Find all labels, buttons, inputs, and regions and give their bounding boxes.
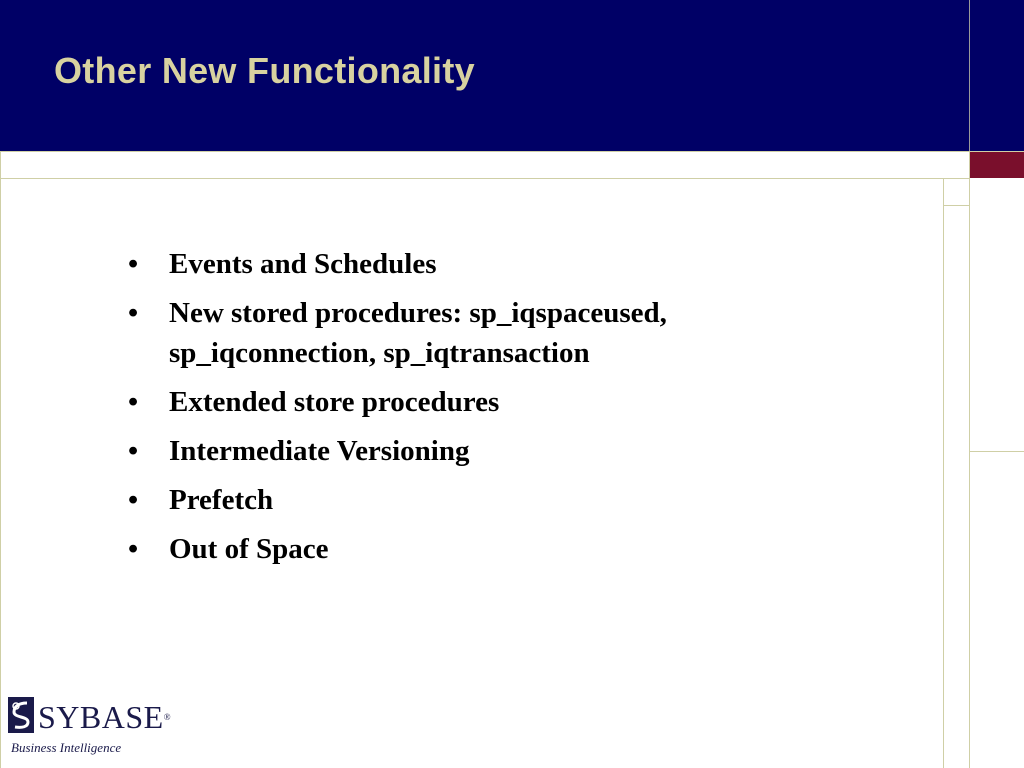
header-band bbox=[0, 0, 969, 151]
trademark-symbol: ® bbox=[163, 712, 172, 722]
logo-word-text: SYBASE bbox=[38, 699, 164, 735]
bullet-marker: • bbox=[128, 533, 139, 565]
content-top-rule bbox=[0, 178, 970, 179]
top-rule bbox=[0, 151, 1024, 152]
side-panel-border bbox=[969, 151, 970, 768]
bullet-item bbox=[128, 293, 768, 373]
side-rule-1 bbox=[943, 205, 970, 206]
bullet-marker: • bbox=[128, 435, 139, 467]
bullet-text: Extended store procedures bbox=[169, 386, 500, 418]
bullet-text: Prefetch bbox=[169, 484, 274, 516]
sybase-logo bbox=[8, 697, 172, 761]
bullet-item bbox=[128, 382, 768, 422]
bullet-marker: • bbox=[128, 297, 139, 329]
bullet-text: Out of Space bbox=[169, 533, 329, 565]
bullet-item bbox=[128, 480, 768, 520]
header-side-panel bbox=[970, 0, 1024, 151]
bullet-marker: • bbox=[128, 484, 139, 516]
bullet-text: Intermediate Versioning bbox=[169, 435, 470, 467]
slide-title: Other New Functionality bbox=[54, 50, 475, 91]
sybase-emblem-icon bbox=[8, 697, 34, 733]
bullet-text: New stored procedures: sp_iqspaceused, sp_iqconnection, sp_iqtransaction bbox=[169, 297, 667, 369]
bullet-item bbox=[128, 244, 768, 284]
bullet-text: Events and Schedules bbox=[169, 248, 437, 280]
left-border bbox=[0, 151, 1, 768]
bullet-list bbox=[128, 244, 768, 578]
bullet-marker: • bbox=[128, 248, 139, 280]
content-right-border bbox=[943, 178, 944, 768]
logo-tagline: Business Intelligence bbox=[11, 740, 122, 755]
accent-block bbox=[970, 152, 1024, 178]
bullet-item bbox=[128, 529, 768, 569]
bullet-marker: • bbox=[128, 386, 139, 418]
bullet-item bbox=[128, 431, 768, 471]
logo-wordmark bbox=[38, 699, 171, 735]
side-rule-2 bbox=[970, 451, 1024, 452]
